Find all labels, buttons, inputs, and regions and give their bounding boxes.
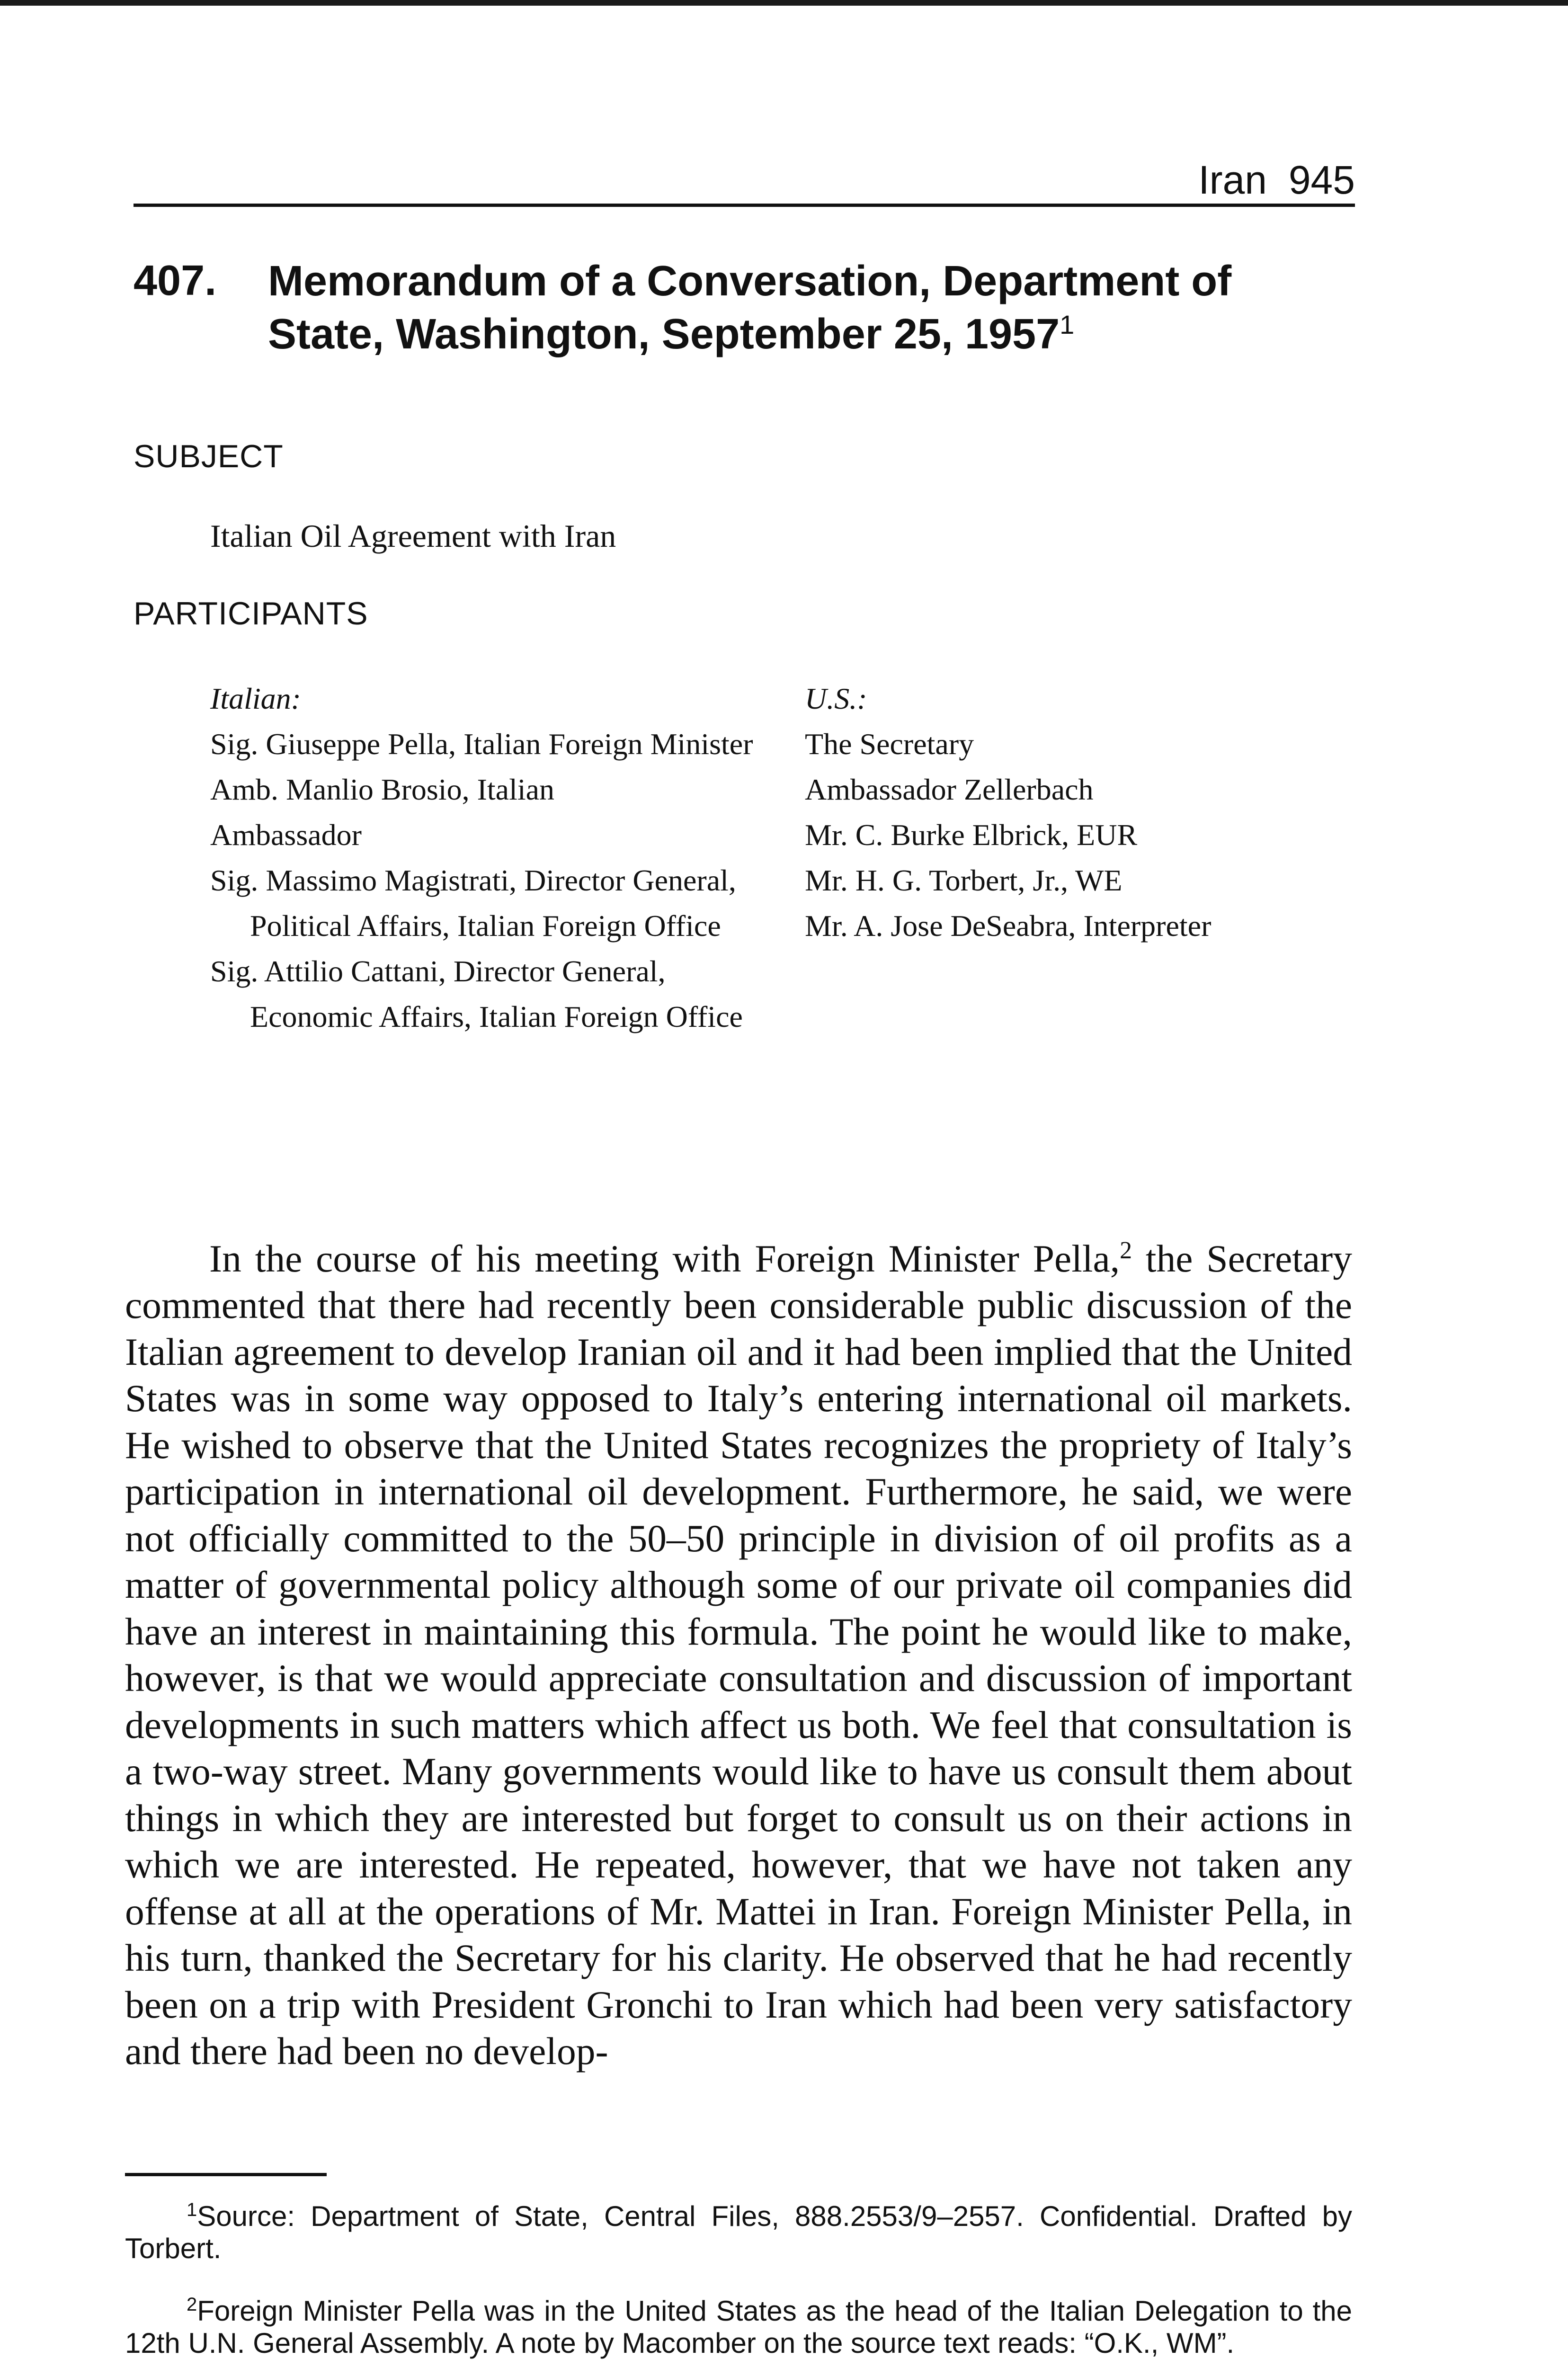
participant-entry: Mr. A. Jose DeSeabra, Interpreter [805,909,1212,943]
participant-entry: Amb. Manlio Brosio, Italian [210,773,555,806]
document-title [268,255,1333,361]
participant-entry: Mr. C. Burke Elbrick, EUR [805,818,1138,852]
running-head [134,147,1355,207]
participant-entry: Ambassador Zellerbach [805,773,1094,806]
participant-entry: Sig. Massimo Magistrati, Director General, Political Affairs, Italian Foreign Office [210,863,736,943]
running-head-section: Iran [1198,158,1267,202]
participant-entry: Mr. H. G. Torbert, Jr., WE [805,863,1123,897]
participants-us-column [805,676,1349,949]
us-heading: U.S.: [805,682,867,715]
footnote-2 [125,2295,1352,2359]
footnote-1 [125,2200,1352,2265]
participant-entry: Sig. Attilio Cattani, Director General, Economic Affairs, Italian Foreign Office [210,954,743,1033]
footnote-marker: 1 [187,2199,197,2220]
body-paragraph [125,1236,1352,2075]
footnote-text: Source: Department of State, Central Files, 888.2553/9–2557. Confidential. Drafted by Torbert. [125,2200,1352,2264]
document-number: 407. [134,257,217,304]
title-footnote-marker: 1 [1060,310,1075,339]
subject-text: Italian Oil Agreement with Iran [210,518,616,554]
participant-entry: The Secretary [805,727,974,761]
participants-italian-column [210,676,755,1040]
document-title-text: Memorandum of a Conversation, Department of State, Washington, September 25, 1957 [268,258,1232,358]
participant-entry: Sig. Giuseppe Pella, Italian Foreign Minister [210,727,753,761]
footnote-divider [125,2173,327,2176]
body-text-start: In the course of his meeting with Foreign Minister Pella, [209,1237,1120,1280]
subject-label: SUBJECT [134,438,284,474]
participants-label: PARTICIPANTS [134,596,368,632]
body-footnote-marker: 2 [1120,1237,1132,1264]
footnote-text: Foreign Minister Pella was in the United States as the head of the Italian Delegation to the 12th U.N. General Assembly. A note by Macomber on the source text reads: “O.K., WM”. [125,2295,1352,2359]
italian-heading: Italian: [210,682,301,715]
footnote-marker: 2 [187,2294,197,2315]
body-text-rest: the Secretary commented that there had recently been considerable public discussion of the Italian agreement to develop Iranian oil and it had been implied that the United States was in some way opposed to Italy’s entering international oil markets. He wished to observe that the United States recognizes the propriety of Italy’s participation in international oil development. Furthermore, he said, we were not officially committed to the 50–50 principle in division of oil profits as a matter of governmental policy although some of our private oil companies did have an interest in maintaining this formula. The point he would like to make, however, is that we would appreciate consultation and discussion of important developments in such matters which affect us both. We feel that consultation is a two-way street. Many governments would like to have us consult them about things in which they are interested but forget to consult us on their actions in which we are interested. He repeated, however, that we have not taken any offense at all at the operations of Mr. Mattei in Iran. Foreign Minister Pella, in his turn, thanked the Secretary for his clarity. He observed that he had recently been on a trip with President Gronchi to Iran which had been very satisfactory and there had been no develop- [125,1237,1352,2073]
participant-entry: Ambassador [210,818,362,852]
page-number: 945 [1288,158,1355,202]
